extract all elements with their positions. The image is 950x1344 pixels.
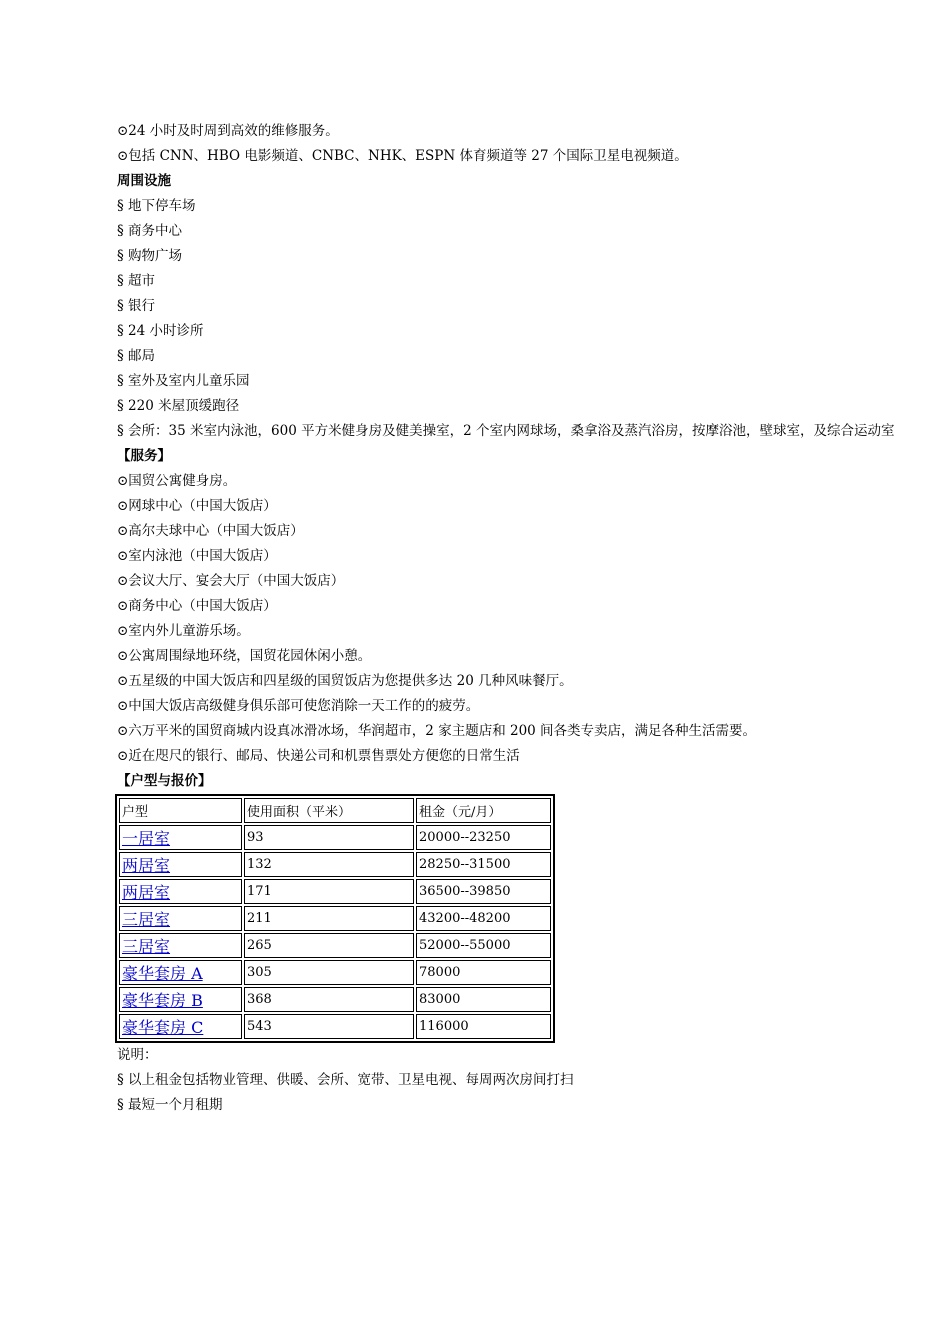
document-content — [117, 119, 897, 1118]
area-cell: 368 — [244, 987, 414, 1012]
rent-cell: 36500--39850 — [416, 879, 551, 904]
rent-cell: 20000--23250 — [416, 825, 551, 850]
rent-cell: 28250--31500 — [416, 852, 551, 877]
table-row — [119, 852, 551, 877]
unit-type-link[interactable]: 三居室 — [122, 910, 171, 929]
surroundings-heading: 周围设施 — [117, 173, 171, 189]
services-heading: 【服务】 — [117, 448, 171, 464]
unit-type-cell — [119, 825, 242, 850]
rent-cell: 43200--48200 — [416, 906, 551, 931]
services-item: ⊙室内外儿童游乐场。 — [117, 623, 250, 639]
services-item: ⊙公寓周围绿地环绕，国贸花园休闲小憩。 — [117, 648, 372, 664]
surroundings-item: § 购物广场 — [117, 248, 183, 264]
unit-type-cell — [119, 960, 242, 985]
surroundings-item: § 地下停车场 — [117, 198, 196, 214]
area-cell: 543 — [244, 1014, 414, 1039]
services-item: ⊙室内泳池（中国大饭店） — [117, 548, 277, 564]
unit-type-link[interactable]: 两居室 — [122, 883, 171, 902]
rent-cell: 83000 — [416, 987, 551, 1012]
pricing-heading: 【户型与报价】 — [117, 773, 212, 789]
unit-type-link[interactable]: 两居室 — [122, 856, 171, 875]
pricing-table — [115, 794, 555, 1043]
surroundings-item: § 商务中心 — [117, 223, 183, 239]
surroundings-item: § 银行 — [117, 298, 156, 314]
unit-type-cell — [119, 906, 242, 931]
rent-cell: 78000 — [416, 960, 551, 985]
column-header-rent: 租金（元/月） — [416, 798, 551, 823]
services-item: ⊙商务中心（中国大饭店） — [117, 598, 277, 614]
unit-type-cell — [119, 852, 242, 877]
table-row — [119, 1014, 551, 1039]
services-item: ⊙会议大厅、宴会大厅（中国大饭店） — [117, 573, 345, 589]
table-row — [119, 825, 551, 850]
unit-type-cell — [119, 1014, 242, 1039]
services-item: ⊙六万平米的国贸商城内设真冰滑冰场，华润超市，2 家主题店和 200 间各类专卖店，满足各种生活需要。 — [117, 723, 757, 739]
services-item: ⊙高尔夫球中心（中国大饭店） — [117, 523, 304, 539]
amenity-maintenance: ⊙24 小时及时周到高效的维修服务。 — [117, 123, 339, 139]
table-header-row — [119, 798, 551, 823]
unit-type-link[interactable]: 豪华套房 C — [122, 1018, 204, 1037]
area-cell: 211 — [244, 906, 414, 931]
unit-type-cell — [119, 933, 242, 958]
area-cell: 132 — [244, 852, 414, 877]
surroundings-item: § 220 米屋顶缓跑径 — [117, 398, 240, 414]
unit-type-link[interactable]: 豪华套房 A — [122, 964, 203, 983]
unit-type-cell — [119, 987, 242, 1012]
column-header-area: 使用面积（平米） — [244, 798, 414, 823]
unit-type-link[interactable]: 三居室 — [122, 937, 171, 956]
amenity-satellite-tv: ⊙包括 CNN、HBO 电影频道、CNBC、NHK、ESPN 体育频道等 27 个国际卫星电视频道。 — [117, 148, 688, 164]
area-cell: 265 — [244, 933, 414, 958]
column-header-unit-type: 户型 — [119, 798, 242, 823]
notes-item: § 最短一个月租期 — [117, 1097, 223, 1113]
unit-type-link[interactable]: 豪华套房 B — [122, 991, 203, 1010]
table-row — [119, 879, 551, 904]
surroundings-item-clubhouse: § 会所：35 米室内泳池，600 平方米健身房及健美操室，2 个室内网球场，桑拿浴及蒸汽浴房，按摩浴池，壁球室，及综合运动室 — [117, 423, 895, 439]
services-item: ⊙五星级的中国大饭店和四星级的国贸饭店为您提供多达 20 几种风味餐厅。 — [117, 673, 573, 689]
rent-cell: 52000--55000 — [416, 933, 551, 958]
notes-item: § 以上租金包括物业管理、供暖、会所、宽带、卫星电视、每周两次房间打扫 — [117, 1072, 574, 1088]
services-item: ⊙网球中心（中国大饭店） — [117, 498, 277, 514]
table-row — [119, 960, 551, 985]
table-row — [119, 987, 551, 1012]
area-cell: 305 — [244, 960, 414, 985]
services-item: ⊙国贸公寓健身房。 — [117, 473, 237, 489]
services-item: ⊙近在咫尺的银行、邮局、快递公司和机票售票处方便您的日常生活 — [117, 748, 520, 764]
unit-type-link[interactable]: 一居室 — [122, 829, 171, 848]
table-row — [119, 906, 551, 931]
surroundings-item: § 超市 — [117, 273, 156, 289]
area-cell: 93 — [244, 825, 414, 850]
surroundings-item: § 24 小时诊所 — [117, 323, 204, 339]
area-cell: 171 — [244, 879, 414, 904]
rent-cell: 116000 — [416, 1014, 551, 1039]
notes-heading: 说明： — [117, 1047, 158, 1063]
unit-type-cell — [119, 879, 242, 904]
services-item: ⊙中国大饭店高级健身俱乐部可使您消除一天工作的的疲劳。 — [117, 698, 480, 714]
table-row — [119, 933, 551, 958]
surroundings-item: § 邮局 — [117, 348, 156, 364]
surroundings-item: § 室外及室内儿童乐园 — [117, 373, 250, 389]
